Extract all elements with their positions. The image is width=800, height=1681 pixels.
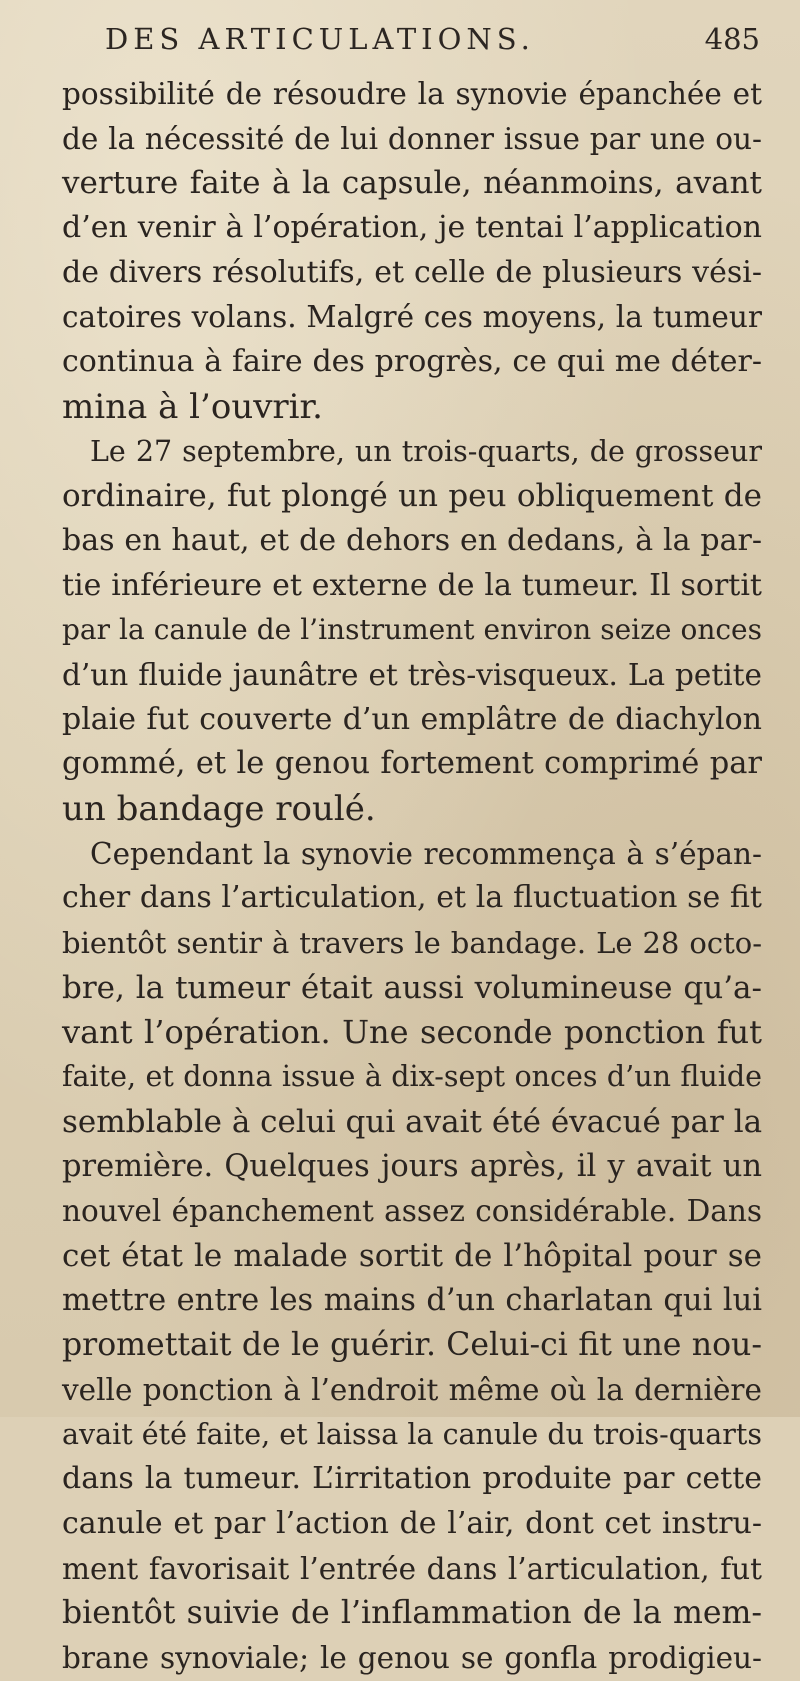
text-line: possibilité de résoudre la synovie épanchée et (62, 77, 762, 111)
text-line: bientôt suivie de l’inflammation de la mem- (62, 1595, 762, 1632)
text-line: promettait de le guérir. Celui-ci fit une nou- (62, 1327, 762, 1364)
body-text (62, 72, 762, 1681)
text-line: de la nécessité de lui donner issue par une ou- (62, 121, 762, 156)
text-line: de divers résolutifs, et celle de plusieurs vési- (62, 254, 762, 290)
text-line: vant l’opération. Une seconde ponction fut (62, 1013, 762, 1052)
text-line: semblable à celui qui avait été évacué par la (62, 1103, 763, 1140)
text-line: velle ponction à l’endroit même où la dernière (62, 1372, 762, 1407)
text-line: cet état le malade sortit de l’hôpital pour se (62, 1237, 762, 1274)
text-line: ment favorisait l’entrée dans l’articulation, fut (62, 1551, 762, 1586)
running-head: DES ARTICULATIONS. (105, 22, 535, 56)
text-line: bientôt sentir à travers le bandage. Le 28 octo- (62, 926, 762, 961)
text-line: dans la tumeur. L’irritation produite par cette (62, 1461, 762, 1497)
text-line: canule et par l’action de l’air, dont cet instru- (62, 1506, 762, 1541)
text-line: plaie fut couverte d’un emplâtre de diachylon (62, 701, 762, 737)
text-line: ordinaire, fut plongé un peu obliquement de (62, 478, 762, 515)
text-line: bas en haut, et de dehors en dedans, à la par- (62, 522, 762, 558)
text-line: catoires volans. Malgré ces moyens, la tumeur (62, 300, 762, 335)
paragraph-start: Cependant la synovie recommença à s’épan- (90, 836, 762, 871)
text-line: continua à faire des progrès, ce qui me déter- (62, 344, 762, 380)
text-line: mina à l’ouvrir. (62, 386, 323, 427)
page-number: 485 (704, 22, 760, 56)
text-line: faite, et donna issue à dix-sept onces d’un fluide (62, 1060, 762, 1094)
text-line: par la canule de l’instrument environ seize onces (62, 613, 762, 647)
text-line: brane synoviale; le genou se gonfla prodigieu- (62, 1641, 762, 1676)
text-line: cher dans l’articulation, et la fluctuation se fit (62, 880, 762, 916)
text-line: tie inférieure et externe de la tumeur. Il sortit (62, 567, 762, 603)
text-line: d’en venir à l’opération, je tentai l’application (62, 210, 762, 246)
text-line: première. Quelques jours après, il y avait un (62, 1148, 762, 1184)
paragraph-start: Le 27 septembre, un trois-quarts, de grosseur (90, 434, 762, 468)
text-line: avait été faite, et laissa la canule du trois-quarts (62, 1417, 762, 1451)
text-line: d’un fluide jaunâtre et très-visqueux. La petite (62, 657, 762, 692)
text-line: mettre entre les mains d’un charlatan qui lui (62, 1282, 762, 1318)
text-line: nouvel épanchement assez considérable. Dans (62, 1194, 762, 1229)
text-line: gommé, et le genou fortement comprimé par (62, 746, 762, 782)
text-line: un bandage roulé. (62, 789, 376, 829)
page-header (105, 8, 760, 66)
text-line: bre, la tumeur était aussi volumineuse qu’a- (62, 969, 762, 1006)
text-line: verture faite à la capsule, néanmoins, avant (62, 165, 762, 202)
